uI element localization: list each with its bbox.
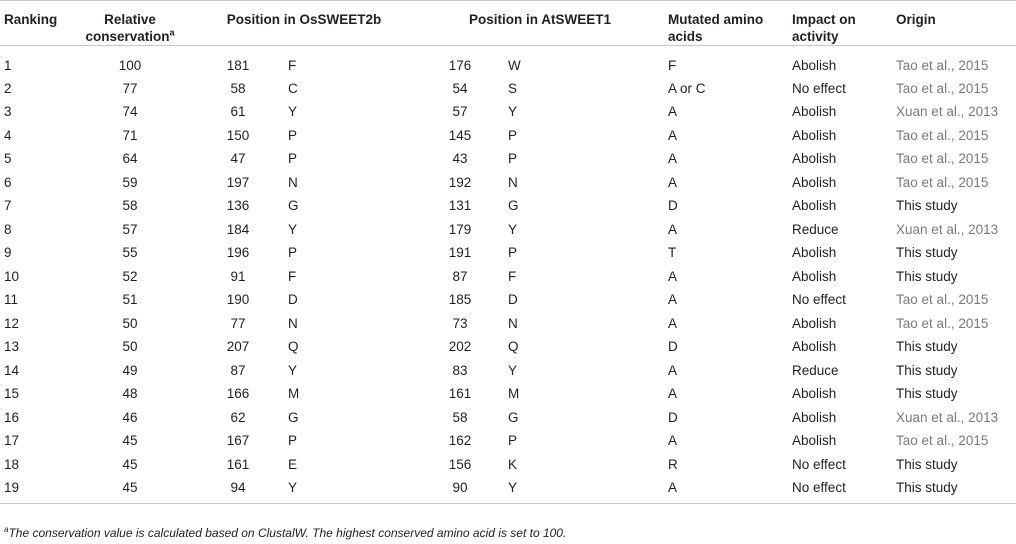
cell-impact: No effect [792,292,846,308]
cell-origin[interactable]: Tao et al., 2015 [896,174,989,190]
cell-impact: Abolish [792,268,837,284]
cell-relative-conservation: 50 [122,315,138,331]
cell-os-position: 161 [226,456,250,472]
table-row [0,147,1016,171]
table-row [0,429,1016,453]
cell-ranking: 4 [4,127,12,143]
cell-os-amino-acid: P [288,245,298,261]
cell-at-position: 58 [452,409,468,425]
cell-os-position: 47 [230,151,246,167]
cell-impact: Abolish [792,433,837,449]
cell-relative-conservation: 58 [122,198,138,214]
cell-mutated-amino-acids: A [668,174,678,190]
cell-impact: Abolish [792,245,837,261]
cell-at-amino-acid: W [508,57,521,73]
header-relative-conservation [68,1,192,46]
cell-at-position: 57 [452,104,468,120]
cell-mutated-amino-acids: A [668,151,678,167]
cell-impact: Abolish [792,386,837,402]
cell-impact: Abolish [792,315,837,331]
cell-at-amino-acid: G [508,409,519,425]
cell-os-amino-acid: G [288,198,299,214]
cell-origin: This study [896,268,958,284]
cell-ranking: 8 [4,221,12,237]
footnote-marker: a [4,525,9,534]
cell-impact: No effect [788,476,892,503]
cell-os-position: 150 [226,127,250,143]
cell-ranking: 17 [4,433,20,449]
cell-at-amino-acid: N [508,174,518,190]
cell-mutated-amino-acids: D [668,198,678,214]
cell-relative-conservation: 45 [68,476,192,503]
cell-at-amino-acid: P [508,127,518,143]
table-row [0,406,1016,430]
cell-os-position: 166 [226,386,250,402]
cell-ranking: 13 [4,339,20,355]
table-row [0,453,1016,477]
table-footnote [4,526,566,540]
cell-at-position: 179 [448,221,472,237]
cell-origin: This study [892,476,1016,503]
cell-os-amino-acid: G [288,409,299,425]
cell-os-position: 197 [226,174,250,190]
cell-os-position: 87 [230,362,246,378]
table-row [0,265,1016,289]
cell-relative-conservation: 71 [122,127,138,143]
header-impact-on-activity: Impact on activity [788,1,892,46]
cell-os-amino-acid: N [288,174,298,190]
cell-origin[interactable]: Tao et al., 2015 [896,315,989,331]
cell-at-position: 90 [416,476,504,503]
cell-relative-conservation: 49 [122,362,138,378]
cell-origin[interactable]: Tao et al., 2015 [896,433,989,449]
cell-os-position: 62 [230,409,246,425]
cell-os-amino-acid: M [288,386,300,402]
table-row [0,77,1016,101]
table-row [0,124,1016,148]
cell-os-position: 181 [226,57,250,73]
cell-os-position: 91 [230,268,246,284]
table-row [0,218,1016,242]
cell-mutated-amino-acids: A [668,127,678,143]
cell-os-position: 77 [230,315,246,331]
cell-mutated-amino-acids: A [668,221,678,237]
cell-impact: No effect [792,456,846,472]
cell-impact: Abolish [792,198,837,214]
cell-mutated-amino-acids: D [668,409,678,425]
cell-at-amino-acid: N [508,315,518,331]
cell-mutated-amino-acids: A [668,292,678,308]
cell-at-amino-acid: M [508,386,520,402]
cell-ranking: 14 [4,362,20,378]
cell-os-amino-acid: P [288,127,298,143]
cell-impact: Abolish [792,339,837,355]
cell-relative-conservation: 64 [122,151,138,167]
cell-os-amino-acid: D [288,292,298,308]
cell-at-amino-acid: P [508,433,518,449]
cell-mutated-amino-acids: A or C [668,80,706,96]
table-row [0,476,1016,503]
cell-origin[interactable]: Xuan et al., 2013 [896,221,999,237]
cell-ranking: 18 [4,456,20,472]
cell-origin[interactable]: Tao et al., 2015 [896,57,989,73]
cell-os-amino-acid: E [288,456,298,472]
cell-at-amino-acid: K [508,456,518,472]
cell-relative-conservation: 50 [122,339,138,355]
cell-relative-conservation: 57 [122,221,138,237]
cell-at-amino-acid: G [508,198,519,214]
cell-mutated-amino-acids: R [668,456,678,472]
cell-at-amino-acid: Y [504,476,664,503]
cell-impact: Abolish [792,127,837,143]
cell-at-amino-acid: P [508,151,518,167]
cell-impact: Abolish [792,57,837,73]
cell-at-position: 156 [448,456,472,472]
cell-mutated-amino-acids: A [668,315,678,331]
cell-at-amino-acid: Y [508,362,518,378]
header-position-at: Position in AtSWEET1 [416,1,664,46]
cell-os-amino-acid: Y [284,476,416,503]
cell-at-amino-acid: F [508,268,517,284]
cell-ranking: 7 [4,198,12,214]
cell-impact: Reduce [792,362,839,378]
cell-ranking: 19 [0,476,68,503]
header-position-os: Position in OsSWEET2b [192,1,416,46]
cell-os-position: 136 [226,198,250,214]
cell-os-amino-acid: Y [288,104,298,120]
cell-at-position: 54 [452,80,468,96]
table-row [0,312,1016,336]
cell-relative-conservation: 52 [122,268,138,284]
cell-at-amino-acid: S [508,80,518,96]
cell-os-position: 184 [226,221,250,237]
cell-origin: This study [896,456,958,472]
cell-origin: This study [896,339,958,355]
cell-relative-conservation: 48 [122,386,138,402]
cell-relative-conservation: 77 [122,80,138,96]
header-ranking: Ranking [0,1,68,46]
cell-origin: This study [896,245,958,261]
cell-mutated-amino-acids: A [668,104,678,120]
cell-ranking: 6 [4,174,12,190]
cell-at-amino-acid: D [508,292,518,308]
table-row [0,171,1016,195]
cell-os-amino-acid: Y [288,362,298,378]
cell-impact: Abolish [792,174,837,190]
cell-mutated-amino-acids: A [668,386,678,402]
cell-os-amino-acid: F [288,268,297,284]
cell-os-amino-acid: P [288,433,298,449]
cell-os-amino-acid: Y [288,221,298,237]
cell-at-amino-acid: P [508,245,518,261]
cell-at-position: 131 [448,198,472,214]
cell-os-position: 167 [226,433,250,449]
cell-ranking: 12 [4,315,20,331]
cell-impact: No effect [792,80,846,96]
cell-at-position: 43 [452,151,468,167]
cell-at-position: 83 [452,362,468,378]
cell-mutated-amino-acids: T [668,245,677,261]
cell-origin: This study [896,198,958,214]
cell-ranking: 3 [4,104,12,120]
cell-mutated-amino-acids: D [668,339,678,355]
cell-origin[interactable]: Tao et al., 2015 [896,80,989,96]
cell-ranking: 9 [4,245,12,261]
header-origin: Origin [892,1,1016,46]
cell-at-position: 192 [448,174,472,190]
cell-ranking: 5 [4,151,12,167]
cell-relative-conservation: 45 [122,433,138,449]
cell-ranking: 10 [4,268,20,284]
table-row [0,359,1016,383]
cell-os-position: 190 [226,292,250,308]
table-row [0,100,1016,124]
cell-os-amino-acid: P [288,151,298,167]
table-row [0,335,1016,359]
cell-relative-conservation: 45 [122,456,138,472]
cell-relative-conservation: 100 [118,57,142,73]
header-footnote-marker: a [169,27,175,38]
cell-origin[interactable]: Xuan et al., 2013 [896,104,999,120]
header-relative-conservation-label: Relative conservation [85,12,170,44]
cell-os-position: 207 [226,339,250,355]
cell-mutated-amino-acids: A [668,268,678,284]
cell-relative-conservation: 55 [122,245,138,261]
cell-os-amino-acid: C [288,80,298,96]
cell-origin[interactable]: Tao et al., 2015 [896,292,989,308]
cell-ranking: 15 [4,386,20,402]
cell-os-position: 61 [230,104,246,120]
cell-at-position: 176 [448,57,472,73]
cell-at-amino-acid: Y [508,221,518,237]
cell-at-position: 185 [448,292,472,308]
cell-impact: Abolish [792,104,837,120]
table-row [0,194,1016,218]
cell-os-position: 196 [226,245,250,261]
table-header-row [0,1,1016,46]
cell-relative-conservation: 59 [122,174,138,190]
table-row [0,382,1016,406]
table-body [0,46,1016,504]
table-row [0,241,1016,265]
cell-impact: Abolish [792,151,837,167]
cell-at-amino-acid: Y [508,104,518,120]
cell-impact: Abolish [792,409,837,425]
cell-mutated-amino-acids: A [668,362,678,378]
cell-origin[interactable]: Tao et al., 2015 [896,151,989,167]
cell-ranking: 11 [4,292,19,308]
cell-os-amino-acid: Q [288,339,299,355]
cell-at-position: 87 [452,268,468,284]
header-mutated-amino-acids: Mutated amino acids [664,1,788,46]
cell-origin: This study [896,362,958,378]
cell-relative-conservation: 74 [122,104,138,120]
cell-ranking: 16 [4,409,20,425]
cell-at-position: 162 [448,433,472,449]
table-row [0,288,1016,312]
cell-at-amino-acid: Q [508,339,519,355]
cell-os-position: 94 [192,476,284,503]
cell-mutated-amino-acids: F [668,57,677,73]
cell-relative-conservation: 51 [122,292,138,308]
cell-os-position: 58 [230,80,246,96]
cell-os-amino-acid: N [288,315,298,331]
table-row [0,46,1016,77]
cell-os-amino-acid: F [288,57,297,73]
cell-impact: Reduce [792,221,839,237]
cell-origin[interactable]: Xuan et al., 2013 [896,409,999,425]
cell-mutated-amino-acids: A [668,433,678,449]
cell-mutated-amino-acids: A [664,476,788,503]
cell-at-position: 73 [452,315,468,331]
cell-origin[interactable]: Tao et al., 2015 [896,127,989,143]
cell-origin: This study [896,386,958,402]
cell-at-position: 191 [448,245,472,261]
cell-relative-conservation: 46 [122,409,138,425]
cell-at-position: 145 [448,127,472,143]
cell-ranking: 1 [4,57,12,73]
cell-ranking: 2 [4,80,12,96]
footnote-text: The conservation value is calculated based on ClustalW. The highest conserved amino acid is set to 100. [8,526,567,540]
cell-at-position: 161 [448,386,472,402]
cell-at-position: 202 [448,339,472,355]
